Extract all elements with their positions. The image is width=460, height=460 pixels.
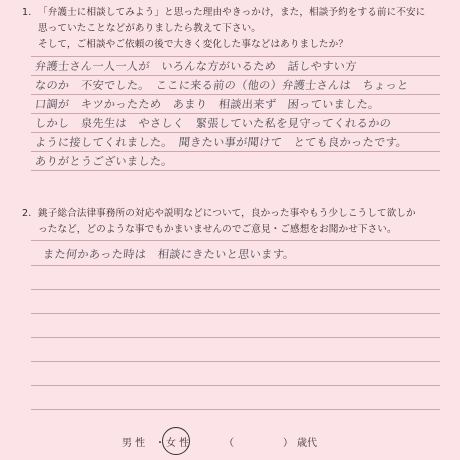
answer-2-line-1: また何かあった時は 相談にきたいと思います。 (42, 248, 296, 261)
answer-1-box (31, 56, 440, 175)
question-2-line-2: ったなど，どのような事でもかまいませんのでご意見・ご感想をお聞かせ下さい。 (38, 224, 397, 235)
age-unit-label: 歳代 (297, 438, 317, 449)
female-selection-circle (162, 427, 190, 455)
answer-1-line-6: ありがとうございました。 (34, 155, 174, 168)
answer-1-line-4: しかし 泉先生は やさしく 緊張していた私を見守ってくれるかの (34, 117, 392, 130)
answer-1-line-3: 口調が キツかったため あまり 相談出来ず 困っていました。 (34, 98, 381, 111)
age-close-paren: ） (283, 438, 293, 449)
answer-2-box (31, 240, 440, 423)
gender-separator: ・ (155, 438, 165, 449)
question-1-line-3: そして，ご相談やご依頼の後で大きく変化した事などはありましたか？ (38, 39, 349, 50)
question-1-line-2: 思っていたことなどがありましたら教えて下さい。 (38, 23, 261, 34)
gender-female-label: 女 性 (166, 438, 190, 449)
question-1-line-1: 「弁護士に相談してみよう」と思った理由やきっかけ，また，相談予約をする前に不安に (38, 7, 426, 18)
answer-1-line-1: 弁護士さん一人一人が いろんな方がいるため 話しやすい方 (34, 60, 358, 73)
answer-1-line-2: なのか 不安でした。 ここに来る前の（他の）弁護士さんは ちょっと (34, 79, 410, 92)
gender-male-label: 男 性 (122, 438, 146, 449)
question-1 (22, 5, 425, 53)
question-2-line-1: 銚子総合法律事務所の対応や説明などについて，良かった事やもう少しこうして欲しか (38, 208, 416, 219)
question-1-number: 1. (22, 7, 32, 18)
question-2 (22, 206, 416, 238)
answer-1-line-5: ように接してくれました。 聞きたい事が聞けて とても良かったです。 (34, 136, 409, 149)
question-2-number: 2. (22, 208, 32, 219)
age-open-paren: （ (224, 438, 234, 449)
